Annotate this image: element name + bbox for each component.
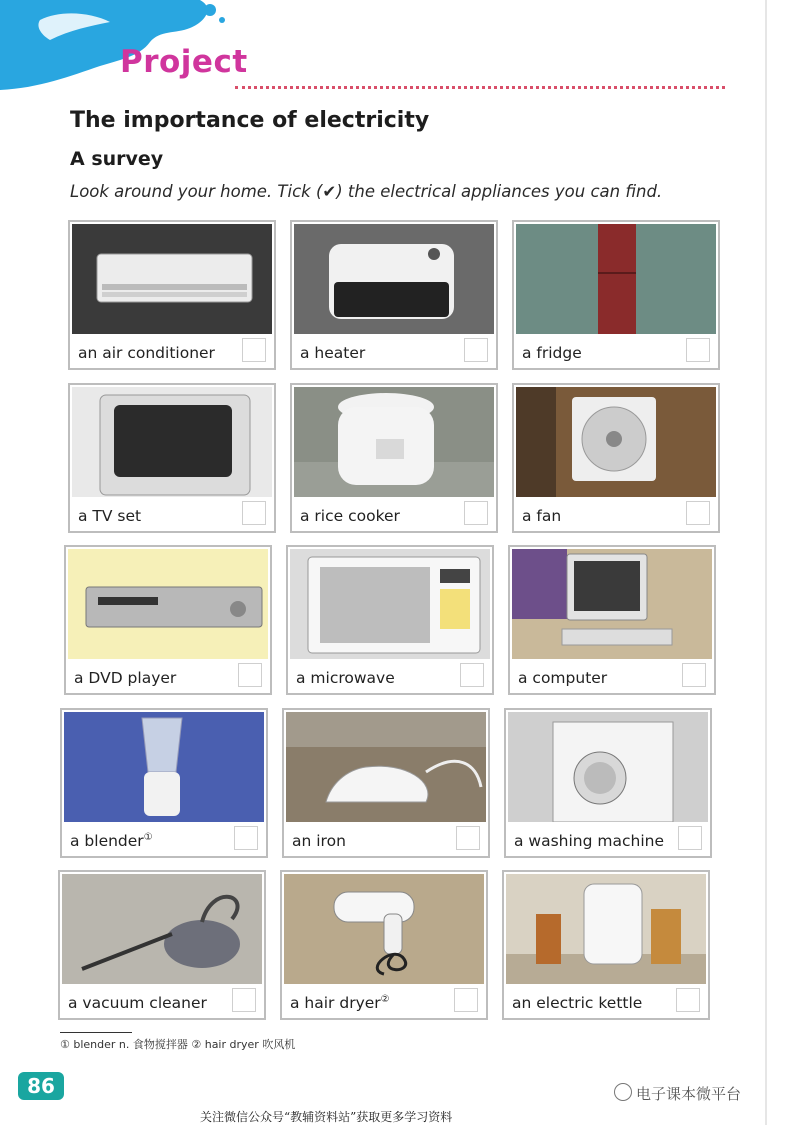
page-heading: The importance of electricity — [70, 108, 430, 133]
appliance-label: a computer — [518, 669, 608, 687]
appliance-label: a heater — [300, 344, 366, 362]
tick-box[interactable] — [676, 988, 700, 1012]
appliance-card-fan — [512, 383, 720, 533]
dotted-divider — [235, 86, 725, 89]
appliance-label: a fan — [522, 507, 562, 525]
tick-box[interactable] — [464, 501, 488, 525]
washing-machine-photo — [508, 712, 708, 822]
section-title: Project — [120, 44, 248, 80]
tick-box[interactable] — [686, 501, 710, 525]
electric-kettle-photo — [506, 874, 706, 984]
appliance-card-vacuum-cleaner — [58, 870, 266, 1020]
tick-box[interactable] — [242, 501, 266, 525]
appliance-label: a hair dryer② — [290, 993, 390, 1012]
tick-box[interactable] — [238, 663, 262, 687]
hair-dryer-photo — [284, 874, 484, 984]
appliance-card-air-conditioner — [68, 220, 276, 370]
appliance-card-blender — [60, 708, 268, 858]
bottom-note: 关注微信公众号“教辅资料站”获取更多学习资料 — [200, 1110, 453, 1124]
fridge-photo — [516, 224, 716, 334]
appliance-label: a fridge — [522, 344, 582, 362]
tick-box[interactable] — [464, 338, 488, 362]
appliance-label: an electric kettle — [512, 994, 643, 1012]
blender-photo — [64, 712, 264, 822]
iron-photo — [286, 712, 486, 822]
computer-photo — [512, 549, 712, 659]
microwave-photo — [290, 549, 490, 659]
appliance-card-iron — [282, 708, 490, 858]
tick-box[interactable] — [232, 988, 256, 1012]
appliance-card-hair-dryer — [280, 870, 488, 1020]
appliance-card-rice-cooker — [290, 383, 498, 533]
page-number: 86 — [18, 1072, 64, 1100]
appliance-label: a TV set — [78, 507, 142, 525]
appliance-card-washing-machine — [504, 708, 712, 858]
footnote: ① blender n. 食物搅拌器 ② hair dryer 吹风机 — [60, 1038, 296, 1051]
footnote-divider — [60, 1032, 132, 1033]
appliance-label: a DVD player — [74, 669, 177, 687]
appliance-label: a washing machine — [514, 832, 665, 850]
appliance-label: a blender① — [70, 831, 153, 850]
appliance-card-computer — [508, 545, 716, 695]
appliance-card-microwave — [286, 545, 494, 695]
fan-photo — [516, 387, 716, 497]
appliance-label: an iron — [292, 832, 346, 850]
wechat-icon — [614, 1083, 632, 1101]
tick-box[interactable] — [686, 338, 710, 362]
appliance-label: a microwave — [296, 669, 395, 687]
tick-box[interactable] — [454, 988, 478, 1012]
air-conditioner-photo — [72, 224, 272, 334]
rice-cooker-photo — [294, 387, 494, 497]
appliance-card-heater — [290, 220, 498, 370]
appliance-card-electric-kettle — [502, 870, 710, 1020]
tick-box[interactable] — [678, 826, 702, 850]
appliance-card-fridge — [512, 220, 720, 370]
heater-photo — [294, 224, 494, 334]
appliance-card-tv — [68, 383, 276, 533]
vacuum-cleaner-photo — [62, 874, 262, 984]
appliance-label: a vacuum cleaner — [68, 994, 207, 1012]
instruction-text: Look around your home. Tick (✔) the electrical appliances you can find. — [70, 182, 663, 201]
tick-box[interactable] — [682, 663, 706, 687]
appliance-card-dvd-player — [64, 545, 272, 695]
page-subheading: A survey — [70, 148, 164, 170]
tick-box[interactable] — [456, 826, 480, 850]
tick-box[interactable] — [460, 663, 484, 687]
tick-box[interactable] — [234, 826, 258, 850]
tick-box[interactable] — [242, 338, 266, 362]
watermark: 电子课本微平台 — [614, 1083, 741, 1104]
tv-photo — [72, 387, 272, 497]
appliance-label: a rice cooker — [300, 507, 400, 525]
appliance-label: an air conditioner — [78, 344, 215, 362]
dvd-player-photo — [68, 549, 268, 659]
